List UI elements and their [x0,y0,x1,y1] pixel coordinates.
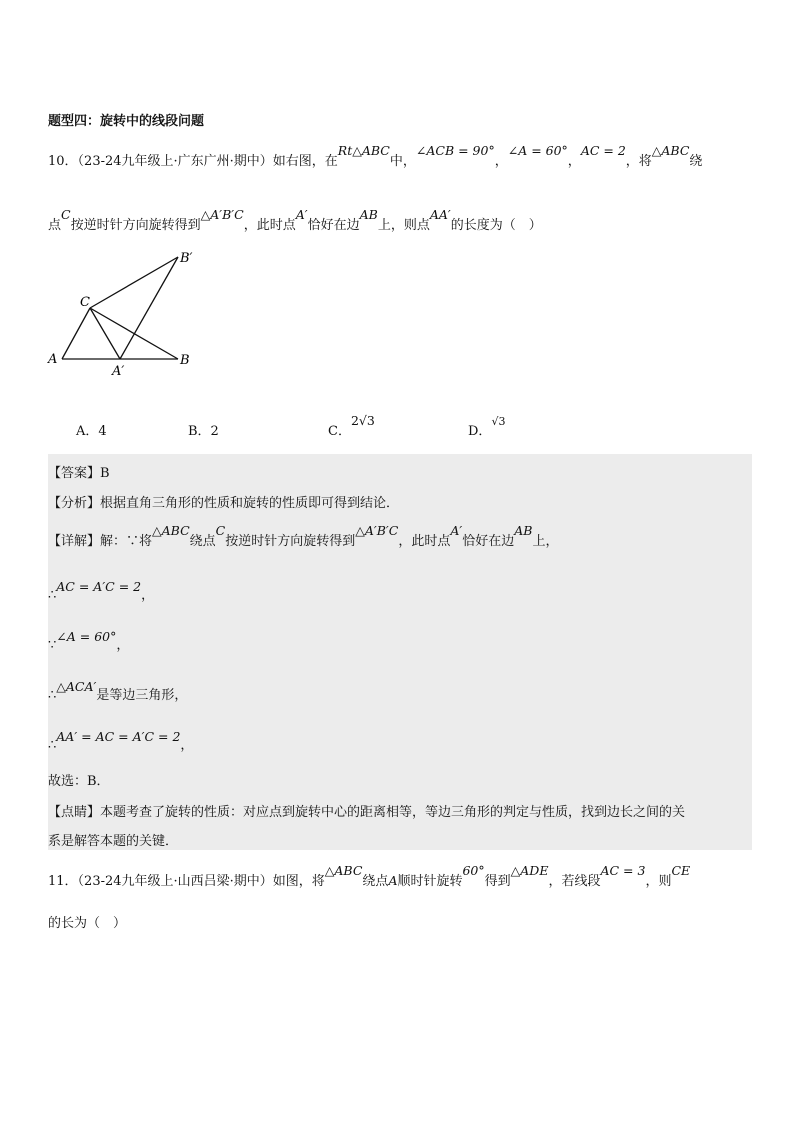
step3-math: △ACA′ [56,679,97,694]
q11-shun: 顺时针旋转 [397,874,463,889]
q10-rao: 绕 [689,154,703,169]
option-b-label: B．2 [188,424,219,439]
solution-step4 [48,726,194,753]
q10-cishi: ，此时点 [243,218,296,233]
q11-point-a: A [388,873,398,888]
step4-end: ， [180,738,194,753]
detail-shang: 上， [532,534,559,549]
q11-tri-abc: △ABC [324,863,363,878]
therefore-icon: ∴ [48,738,57,753]
detail-tri-prime: △A′B′C [355,523,399,538]
detail-qia: 恰好在边 [462,534,515,549]
q11-seg-ce: CE [671,863,691,878]
solution-box [48,454,752,850]
solution-step1 [48,576,155,603]
label-a-prime: A′ [112,364,125,379]
q10-qiahao: 恰好在边 [307,218,360,233]
option-c-label: C． [328,424,351,439]
segment-ac [62,308,90,359]
q10-comma: ， [494,154,508,169]
q10-option-a[interactable] [76,420,107,439]
step1-end: ， [141,588,155,603]
q10-rotate-text: 按逆时针方向旋转得到 [70,218,201,233]
solution-analysis: 【分析】根据直角三角形的性质和旋转的性质即可得到结论． [48,496,400,511]
q10-tri-abc: △ABC [651,143,690,158]
q11-line1 [48,863,691,889]
q10-jiang: ，将 [625,154,652,169]
q10-source: （23-24九年级上·广东广州·期中）如右图，在 [77,154,338,169]
label-c: C [80,295,90,310]
option-a-label: A．4 [76,424,107,439]
q11-angle: 60° [462,863,485,878]
section-title: 题型四：旋转中的线段问题 [48,114,205,129]
solution-step2 [48,626,130,653]
q11-ze: ，则 [645,874,672,889]
q10-angle-acb: ∠ACB = 90° [415,143,495,158]
q11-line2: 的长为（ ） [48,916,127,931]
detail-rao: 绕点 [189,534,216,549]
because-icon: ∵ [48,638,57,653]
q10-point-c: C [61,207,71,222]
solution-comment-line1: 【点睛】本题考查了旋转的性质：对应点到旋转中心的距离相等，等边三角形的判定与性质，找到边长之间的关 [48,805,686,820]
q10-option-d[interactable] [468,415,506,439]
q10-option-b[interactable] [188,420,219,439]
detail-point-a-prime: A′ [450,523,463,538]
segment-ca-prime [90,308,120,359]
label-b: B [180,353,190,368]
q10-dian: 点 [48,218,62,233]
q10-tri-abc-prime: △A′B′C [200,207,244,222]
step2-end: ， [116,638,130,653]
q10-ac-eq: AC = 2 [580,143,626,158]
q10-seg-ab: AB [359,207,378,222]
q10-line1 [48,143,703,169]
q10-option-c[interactable] [328,413,375,439]
detail-seg-ab: AB [514,523,533,538]
solution-detail [48,523,559,549]
option-d-label: D． [468,424,492,439]
segment-cb-prime [90,257,178,308]
solution-answer: 【答案】B [48,466,110,481]
step2-math: ∠A = 60° [56,629,117,644]
q10-line2 [48,207,542,233]
q11-number: 11． [48,874,78,889]
solution-comment-line2: 系是解答本题的关键． [48,834,179,849]
segment-a-prime-b-prime [120,257,178,359]
q10-number: 10． [48,154,78,169]
q11-ruo: ，若线段 [548,874,601,889]
detail-prefix: 【详解】解：∵将 [48,534,153,549]
solution-step3 [48,676,188,703]
therefore-icon: ∴ [48,688,57,703]
q10-length-q: 的长度为（ ） [450,218,542,233]
option-d-math: √3 [491,415,506,428]
label-b-prime: B′ [180,251,193,266]
q11-source: （23-24九年级上·山西吕梁·期中）如图，将 [77,874,325,889]
step1-math: AC = A′C = 2 [56,579,142,594]
q10-rt-abc: Rt△ABC [337,143,390,158]
q10-ze-dian: 上，则点 [377,218,430,233]
q11-tri-ade: △ADE [510,863,549,878]
q11-ac-eq: AC = 3 [600,863,646,878]
option-c-math: 2√3 [350,413,375,428]
detail-tri: △ABC [152,523,190,538]
therefore-icon: ∴ [48,588,57,603]
q10-seg-aa: AA′ [429,207,451,222]
detail-cishi: ，此时点 [398,534,451,549]
q10-comma: ， [567,154,581,169]
step3-text: 是等边三角形， [96,688,188,703]
detail-point-c: C [215,523,226,538]
q10-angle-a: ∠A = 60° [507,143,568,158]
detail-rotate: 按逆时针方向旋转得到 [225,534,356,549]
q10-figure [44,248,214,380]
q10-zhong: 中， [389,154,416,169]
step4-math: AA′ = AC = A′C = 2 [56,729,181,744]
q11-de-dao: 得到 [484,874,511,889]
solution-choose: 故选：B． [48,774,110,789]
q10-point-a-prime: A′ [295,207,308,222]
label-a: A [48,352,58,367]
q11-rao-dian: 绕点 [362,874,389,889]
